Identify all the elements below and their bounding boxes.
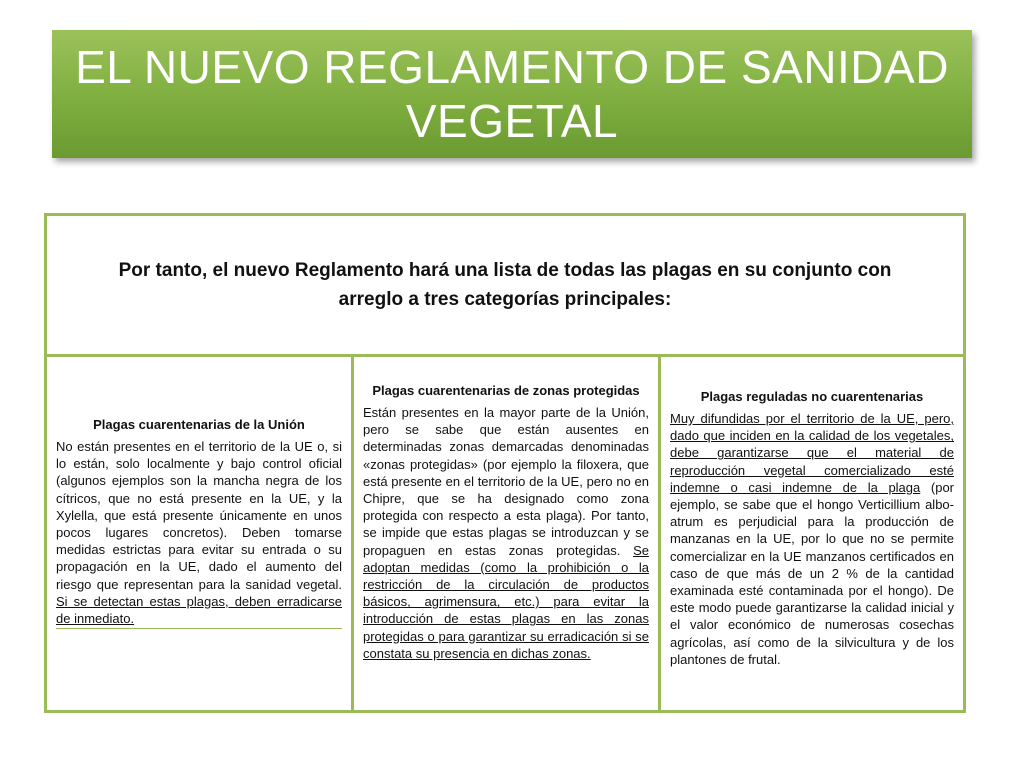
description-underlined-text: Si se detectan estas plagas, deben erradicarse de inmediato.: [56, 593, 342, 627]
category-description: [670, 410, 954, 668]
intro-row: [47, 216, 963, 357]
category-title: Plagas cuarentenarias de la Unión: [93, 417, 305, 432]
title-banner: [52, 30, 972, 158]
category-protected-zone-quarantine: [354, 354, 661, 710]
category-title: Plagas cuarentenarias de zonas protegidas: [372, 383, 640, 398]
categories-table: [44, 213, 966, 713]
intro-text: Por tanto, el nuevo Reglamento hará una lista de todas las plagas en su conjunto con arreglo a tres categorías principales:: [118, 260, 892, 310]
description-underlined-text: Muy difundidas por el territorio de la UE, pero, dado que inciden en la calidad de los vegetales, debe garantizarse que el material de reproducción vegetal comercializado esté indemne o casi indemne de la plaga: [670, 411, 954, 495]
description-text: Están presentes en la mayor parte de la Unión, pero se sabe que están ausentes en determinadas zonas demarcadas denominadas «zonas protegidas» (por ejemplo la filoxera, que está presente en el territorio de la UE, pero no en Chipre, que se ha designado como zona protegida con respecto a esta plaga). Por tanto, se impide que estas plagas se introduzcan y se propaguen en estas zonas protegidas.: [363, 405, 649, 558]
slide-title-line-2: VEGETAL: [405, 95, 619, 147]
category-description: [363, 404, 649, 662]
description-underlined-text: Se adoptan medidas (como la prohibición o la restricción de la circulación de productos básicos, agrimensura, etc.) para evitar la introducción de estas plagas en las zonas protegidas o para garantizar su erradicación si se constata su presencia en dichas zonas.: [363, 542, 649, 661]
description-text: (por ejemplo, se sabe que el hongo Verticillium albo-atrum es perjudicial para la producción de manzanas en la UE, por lo que no se permite comercializar en la UE manzanos certificados en caso de que más de un 2 % de la cantidad examinada esté contaminada por el hongo). De este modo puede garantizarse la calidad inicial y el valor económico de numerosas cosechas agrícolas, así como de la silvicultura y de los plantones de frutal.: [670, 479, 954, 667]
category-title: Plagas reguladas no cuarentenarias: [700, 389, 924, 404]
category-description: [56, 438, 342, 629]
description-text: No están presentes en el territorio de la UE o, si lo están, solo localmente y bajo control oficial (algunos ejemplos son la mancha negra de los cítricos, que no está presente en la UE, y la Xylella, que está presente únicamente en unos pocos lugares concretos). Deben tomarse medidas estrictas para evitar su entrada o su propagación en la UE, dado el aumento del riesgo que representan para la sanidad vegetal.: [56, 439, 342, 592]
category-regulated-non-quarantine: [661, 354, 963, 710]
categories-row: [47, 354, 963, 710]
slide-title-line-1: EL NUEVO REGLAMENTO DE SANIDAD: [75, 41, 949, 93]
category-union-quarantine: [47, 354, 354, 710]
